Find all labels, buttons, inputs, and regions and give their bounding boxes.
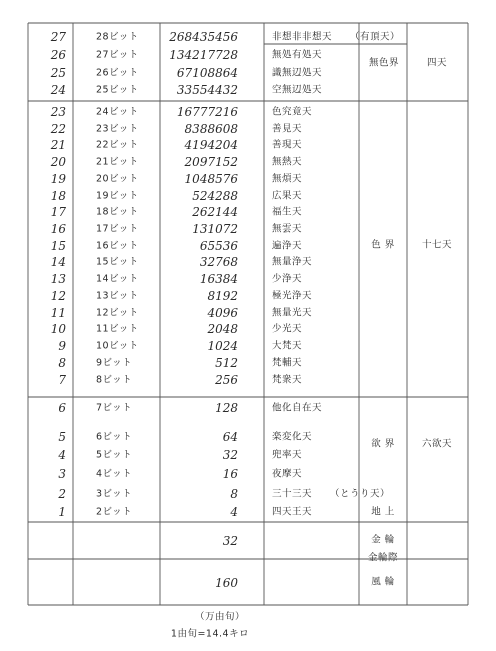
bit-count: 10ビット [96,340,139,352]
heaven-note: （有頂天） [350,31,401,43]
level-number: 11 [50,305,66,320]
heaven-name: 無処有処天 [272,49,323,61]
level-number: 12 [50,288,66,303]
bit-count: 19ビット [96,189,139,201]
level-number: 14 [50,255,66,270]
level-number: 13 [50,272,66,287]
kinrin-label: 金 輪 [371,534,395,546]
heaven-name: 福生天 [272,206,303,218]
bit-count: 26ビット [96,66,139,78]
bit-count: 15ビット [96,256,139,268]
level-number: 5 [58,430,66,444]
capacity-value: 131072 [192,222,238,237]
bit-count: 21ビット [96,156,139,168]
fuurin-value: 160 [215,576,238,590]
bit-count: 9ビット [96,357,133,369]
bit-count: 3ビット [96,488,133,500]
realm-shiki-count: 十七天 [421,239,453,251]
capacity-value: 2097152 [184,155,238,170]
heaven-name: 善見天 [272,122,303,134]
kinrin-value: 32 [222,534,238,548]
bit-count: 5ビット [96,449,133,461]
bit-count: 18ビット [96,206,139,218]
realm-shiki-label: 色 界 [371,239,395,251]
heaven-name: 無煩天 [272,173,303,185]
realm-chijo-label: 地 上 [371,506,395,518]
bit-count: 7ビット [96,402,133,414]
heaven-name: 非想非非想天 [272,31,333,43]
level-number: 18 [50,188,66,203]
heaven-name: 梵輔天 [272,357,303,369]
heaven-name: 三十三天 [272,488,313,500]
heaven-name: 善現天 [272,139,303,151]
level-number: 7 [58,372,66,387]
capacity-value: 8388608 [184,121,238,136]
bit-count: 13ビット [96,290,139,302]
heaven-name: 梵衆天 [272,373,303,385]
capacity-value: 262144 [192,205,238,220]
level-number: 27 [50,30,66,44]
heaven-name: 無雲天 [272,223,303,235]
bit-count: 6ビット [96,431,133,443]
capacity-value: 4 [230,505,238,519]
heaven-name: 楽変化天 [272,431,313,443]
bit-count: 11ビット [96,323,139,335]
capacity-value: 524288 [192,188,238,203]
capacity-value: 4096 [207,305,238,320]
bit-count: 16ビット [96,240,139,251]
heaven-name: 他化自在天 [272,402,323,414]
heaven-name: 夜摩天 [272,468,303,480]
level-number: 1 [58,505,66,519]
level-number: 25 [50,65,66,80]
level-number: 20 [50,155,66,170]
level-number: 3 [58,467,66,481]
capacity-value: 16384 [199,272,238,287]
unit-note: （万由旬） [194,611,246,623]
capacity-value: 16777216 [176,105,238,119]
heaven-name: 大梵天 [272,340,303,352]
heaven-name: 極光浄天 [272,290,313,302]
level-number: 9 [58,339,66,354]
bit-count: 23ビット [96,122,139,134]
bit-count: 12ビット [96,306,139,318]
capacity-value: 268435456 [169,30,238,44]
level-number: 8 [58,355,66,370]
heaven-name: 無量光天 [272,306,313,318]
capacity-value: 134217728 [169,47,238,62]
heaven-name: 少浄天 [272,273,303,285]
bit-count: 17ビット [96,223,139,235]
level-number: 21 [50,138,66,153]
level-number: 17 [50,205,66,220]
capacity-value: 65536 [199,238,238,253]
capacity-value: 128 [215,401,238,415]
bit-count: 22ビット [96,139,139,151]
capacity-value: 16 [222,467,238,481]
heaven-name: 遍浄天 [272,240,303,251]
capacity-value: 1048576 [184,171,238,186]
realm-mushiki-count: 四天 [426,57,448,69]
capacity-value: 256 [215,372,238,387]
level-number: 10 [50,322,66,337]
capacity-value: 8 [230,487,238,501]
level-number: 26 [50,47,66,62]
realm-yoku-count: 六欲天 [421,438,453,450]
level-number: 24 [50,83,66,98]
capacity-value: 64 [222,430,238,444]
capacity-value: 512 [215,355,238,370]
bit-count: 27ビット [96,49,139,61]
heaven-note: （とうり天） [330,488,391,500]
bit-count: 4ビット [96,468,133,480]
bit-count: 2ビット [96,506,133,518]
capacity-value: 8192 [207,288,238,303]
bit-count: 8ビット [96,373,133,385]
bit-count: 25ビット [96,84,139,96]
conversion-note: 1由旬=14.4キロ [170,628,250,640]
heaven-name: 広果天 [272,189,303,201]
realm-mushiki-label: 無色界 [368,57,400,69]
heaven-name: 色究竟天 [272,106,313,118]
heaven-name: 空無辺処天 [272,84,323,96]
heaven-name: 無熱天 [272,156,303,168]
level-number: 19 [50,171,66,186]
heaven-name: 兜率天 [272,449,303,461]
capacity-value: 32 [222,448,238,462]
level-number: 23 [50,105,66,119]
capacity-value: 67108864 [176,65,238,80]
heaven-name: 少光天 [272,323,303,335]
bit-count: 24ビット [96,106,139,118]
capacity-value: 2048 [207,322,238,337]
bit-count: 14ビット [96,273,139,285]
heaven-name: 無量浄天 [272,256,313,268]
level-number: 22 [50,121,66,136]
bit-count: 28ビット [96,31,139,43]
kinrinsai-label: 金輪際 [367,552,399,564]
fuurin-label: 風 輪 [371,576,395,588]
heaven-name: 識無辺処天 [272,66,323,78]
level-number: 15 [50,238,66,253]
level-number: 2 [58,487,66,501]
bit-count: 20ビット [96,173,139,185]
capacity-value: 32768 [199,255,238,270]
heaven-name: 四天王天 [272,506,313,518]
level-number: 4 [58,448,66,462]
capacity-value: 33554432 [176,83,238,98]
capacity-value: 4194204 [184,138,238,153]
level-number: 16 [50,222,66,237]
level-number: 6 [58,401,66,415]
realm-yoku-label: 欲 界 [371,438,395,450]
capacity-value: 1024 [207,339,238,354]
